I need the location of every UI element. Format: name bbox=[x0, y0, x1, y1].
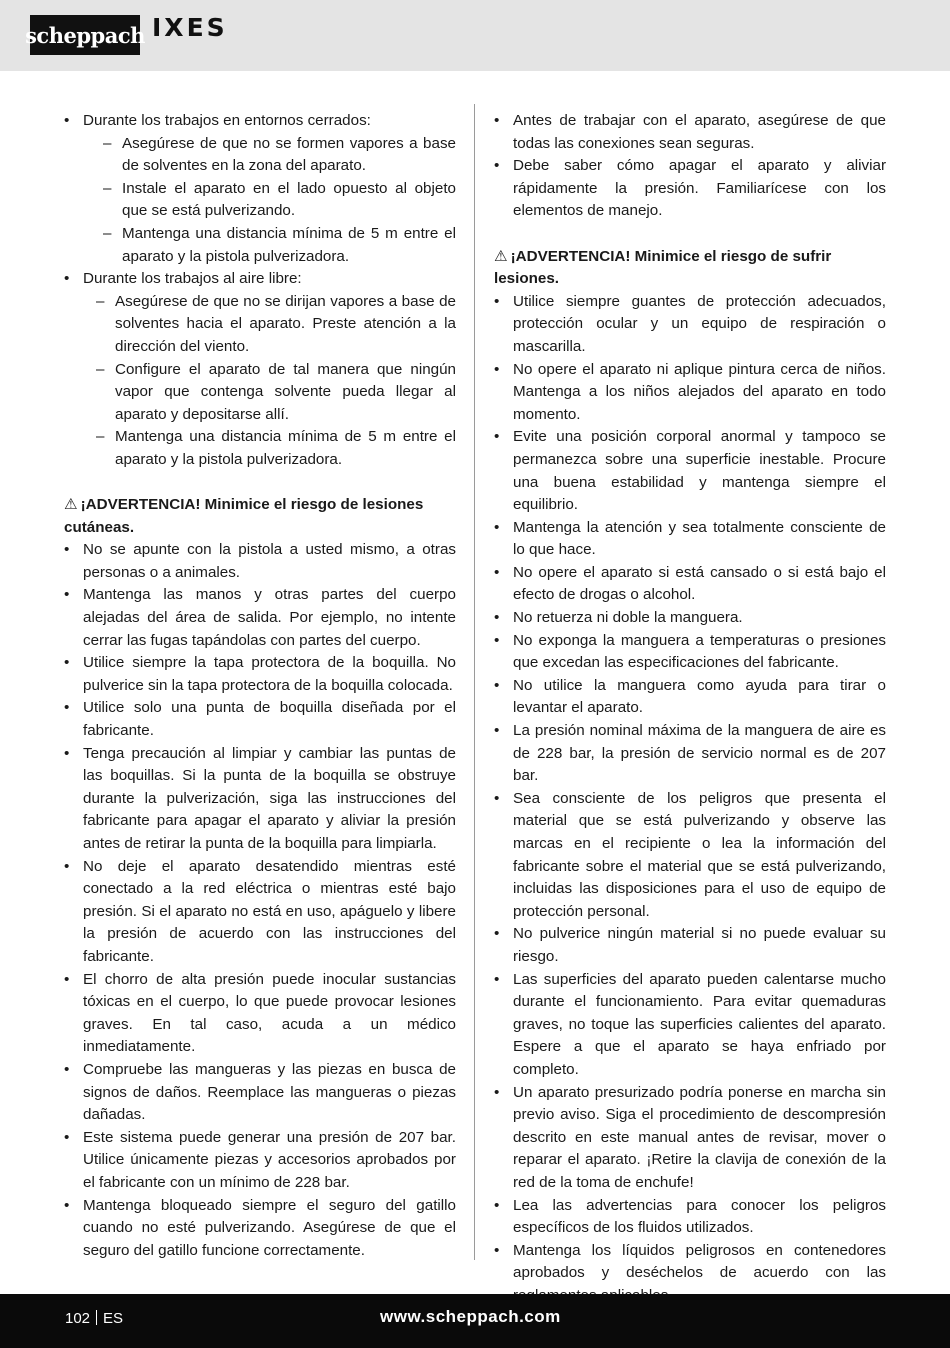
sub-item: – Asegúrese de que no se formen vapores a base de solventes en la zona del aparato. bbox=[122, 133, 456, 178]
list-item: • Mantenga los líquidos peligrosos en contenedores aprobados y deséchelos de acuerdo con las bbox=[494, 1240, 886, 1308]
language-code: ES bbox=[103, 1310, 124, 1327]
warning-heading bbox=[494, 246, 886, 291]
list-item: • Mantenga las manos y otras partes del cuerpo alejadas del área de salida. Por ejemplo, no intente cerrar las fugas tapándolas con partes del cuerpo. bbox=[64, 584, 456, 652]
list-item: • Utilice solo una punta de boquilla diseñada por el fabricante. bbox=[64, 697, 456, 742]
list-item: • No se apunte con la pistola a usted mismo, a otras personas o a animales. bbox=[64, 539, 456, 584]
sub-item: – Mantenga una distancia mínima de 5 m entre el aparato y la pistola pulverizadora. bbox=[115, 426, 456, 471]
left-column bbox=[64, 110, 456, 1262]
column-divider bbox=[474, 104, 475, 1260]
list-item: • No retuerza ni doble la manguera. bbox=[494, 607, 886, 630]
sub-item: – Asegúrese de que no se dirijan vapores a base de solventes hacia el aparato. Preste atención a la dirección del viento. bbox=[115, 291, 456, 359]
sub-item: – Mantenga una distancia mínima de 5 m entre el aparato y la pistola pulverizadora. bbox=[122, 223, 456, 268]
list-item: • Antes de trabajar con el aparato, asegúrese de que todas las conexiones sean seguras. bbox=[494, 110, 886, 155]
ixes-logo-text: IXES bbox=[152, 13, 228, 42]
website-link[interactable]: www.scheppach.com bbox=[380, 1307, 561, 1326]
list-item: • Mantenga bloqueado siempre el seguro del gatillo cuando no esté pulverizando. Asegúrese de que el seguro del gatillo funcione correctamente. bbox=[64, 1195, 456, 1263]
list-item: • Un aparato presurizado podría ponerse en marcha sin previo aviso. Siga el procedimiento de descompresión descrito en este manual antes de revisar, mover o reparar el aparato. ¡Retire la clavija de conexión de la red de la toma de enchufe! bbox=[494, 1082, 886, 1195]
page-footer bbox=[0, 1294, 950, 1348]
list-item: • No utilice la manguera como ayuda para tirar o levantar el aparato. bbox=[494, 675, 886, 720]
list-item: • Debe saber cómo apagar el aparato y aliviar rápidamente la presión. Familiarícese con los elementos de manejo. bbox=[494, 155, 886, 223]
list-item: • Este sistema puede generar una presión de 207 bar. Utilice únicamente piezas y accesorios aprobados por el fabricante con un mínimo de 228 bar. bbox=[64, 1127, 456, 1195]
list-item: • Lea las advertencias para conocer los peligros específicos de los fluidos utilizados. bbox=[494, 1195, 886, 1240]
list-item: • Mantenga la atención y sea totalmente consciente de lo que hace. bbox=[494, 517, 886, 562]
sub-item: – Instale el aparato en el lado opuesto al objeto que se está pulverizando. bbox=[122, 178, 456, 223]
warning-triangle-icon: ⚠ bbox=[494, 247, 508, 265]
list-item: • El chorro de alta presión puede inocular sustancias tóxicas en el cuerpo, lo que puede provocar lesiones graves. En tal caso, acuda a un médico inmediatamente. bbox=[64, 969, 456, 1059]
enclosed-sublist bbox=[64, 133, 456, 269]
list-item: • Utilice siempre la tapa protectora de la boquilla. No pulverice sin la tapa protectora de la boquilla colocada. bbox=[64, 652, 456, 697]
list-item: • Utilice siempre guantes de protección adecuados, protección ocular y un equipo de respiración o mascarilla. bbox=[494, 291, 886, 359]
list-item: • No deje el aparato desatendido mientras esté conectado a la red eléctrica o mientras esté bajo presión. Si el aparato no está en uso, apáguelo y libere la presión de acuerdo con las instrucciones del fabricante. bbox=[64, 856, 456, 969]
scheppach-logo bbox=[25, 15, 145, 55]
list-item: • Tenga precaución al limpiar y cambiar las puntas de las boquillas. Si la punta de la boquilla se obstruye durante la pulverización, siga las instrucciones del fabricante para apagar el aparato y aliviar la presión antes de retirar la punta de la boquilla para limpiarla. bbox=[64, 743, 456, 856]
list-item: • Sea consciente de los peligros que presenta el material que se está pulverizando y observe las marcas en el recipiente o lea la información del fabricante sobre el material que se está pulverizando, incluidas las disposiciones para el uso de equipo de protección personal. bbox=[494, 788, 886, 924]
ixes-logo bbox=[152, 15, 228, 41]
list-item: • Durante los trabajos al aire libre: bbox=[64, 268, 456, 291]
sub-item: – Configure el aparato de tal manera que ningún vapor que contenga solvente pueda llegar al aparato y depositarse allí. bbox=[115, 359, 456, 427]
right-column bbox=[494, 110, 886, 1307]
outdoor-sublist bbox=[64, 291, 456, 472]
page-number-value: 102 bbox=[65, 1310, 91, 1327]
warning-heading-text: ¡ADVERTENCIA! Minimice el riesgo de lesiones cutáneas. bbox=[64, 496, 424, 536]
list-item: • La presión nominal máxima de la manguera de aire es de 228 bar, la presión de servicio normal es de 207 bar. bbox=[494, 720, 886, 788]
page-number bbox=[65, 1310, 123, 1327]
logo-text: scheppach bbox=[25, 22, 145, 48]
list-item: • No exponga la manguera a temperaturas o presiones que excedan las especificaciones del fabricante. bbox=[494, 630, 886, 675]
list-item: • Evite una posición corporal anormal y tampoco se permanezca sobre una superficie inestable. Procure una buena estabilidad y mantenga siempre el equilibrio. bbox=[494, 426, 886, 516]
list-item: • No opere el aparato si está cansado o si está bajo el efecto de drogas o alcohol. bbox=[494, 562, 886, 607]
list-item: • No opere el aparato ni aplique pintura cerca de niños. Mantenga a los niños alejados del aparato en todo momento. bbox=[494, 359, 886, 427]
warning-triangle-icon: ⚠ bbox=[64, 496, 78, 514]
list-item: • Durante los trabajos en entornos cerrados: bbox=[64, 110, 456, 133]
page-separator bbox=[96, 1310, 97, 1325]
warning-heading bbox=[64, 494, 456, 539]
list-item: • Las superficies del aparato pueden calentarse mucho durante el funcionamiento. Para evitar quemaduras graves, no toque las superficies calientes del aparato. Espere a que el aparato se haya enfriado por completo. bbox=[494, 969, 886, 1082]
list-item: • Compruebe las mangueras y las piezas en busca de signos de daños. Reemplace las mangueras o piezas dañadas. bbox=[64, 1059, 456, 1127]
list-item: • No pulverice ningún material si no puede evaluar su riesgo. bbox=[494, 923, 886, 968]
page-header bbox=[0, 0, 950, 71]
warning-heading-text: ¡ADVERTENCIA! Minimice el riesgo de sufrir lesiones. bbox=[494, 247, 832, 288]
